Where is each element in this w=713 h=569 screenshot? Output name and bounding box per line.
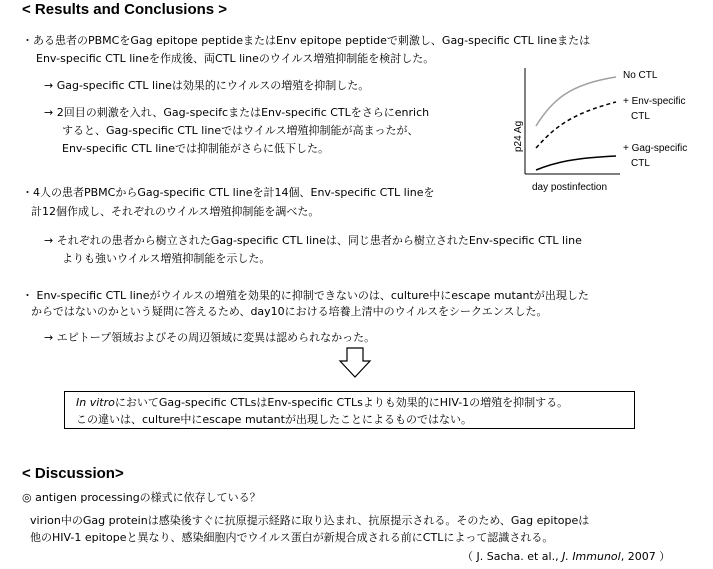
conclusion-line1 bbox=[76, 396, 568, 410]
viral-growth-chart bbox=[508, 64, 713, 198]
discussion-body2: 他のHIV-1 epitopeと異なり、感染細胞内でウイルス蛋白が新規合成される前にCTLによって認識される。 bbox=[30, 531, 554, 544]
x-axis-label: day postinfection bbox=[532, 182, 608, 193]
bullet3-line1: ・ Env-specific CTL lineがウイルスの増殖を効果的に抑制できないのは、culture中にescape mutantが出現した bbox=[22, 289, 589, 302]
results-heading: < Results and Conclusions > bbox=[22, 1, 228, 18]
conclusion-line2: この違いは、culture中にescape mutantが出現したことによるものではない。 bbox=[76, 413, 472, 426]
bullet3-line2: からではないのかという疑問に答えるため、day10における培養上清中のウイルスをシークエンスした。 bbox=[31, 305, 548, 318]
bullet1-arrow2-line1: → 2回目の刺激を入れ、Gag-specifcまたはEnv-specific CTLをさらにenrich bbox=[44, 106, 430, 119]
series-no-ctl bbox=[536, 77, 616, 126]
down-arrow-icon bbox=[338, 347, 372, 379]
citation-journal: J. Immunol bbox=[562, 550, 621, 563]
bullet3-arrow: → エピトープ領域およびその周辺領域に変異は認められなかった。 bbox=[44, 331, 376, 344]
bullet1-arrow1: → Gag-specific CTL lineは効果的にウイルスの増殖を抑制した。 bbox=[44, 79, 370, 92]
legend-gag-line2: CTL bbox=[631, 158, 650, 169]
citation-suffix: , 2007 ） bbox=[620, 550, 671, 563]
bullet2-line2: 計12個作成し、それぞれのウイルス増殖抑制能を調べた。 bbox=[31, 205, 320, 218]
legend-no-ctl: No CTL bbox=[623, 70, 658, 81]
discussion-question: ◎ antigen processingの様式に依存している？ bbox=[22, 491, 261, 504]
conclusion-line1-rest: においてGag-specific CTLsはEnv-specific CTLsよりも効果的にHIV-1の増殖を抑制する。 bbox=[114, 396, 569, 409]
discussion-body1: virion中のGag proteinは感染後すぐに抗原提示経路に取り込まれ、抗原提示される。そのため、Gag epitopeは bbox=[30, 514, 590, 527]
series-gag-specific bbox=[536, 156, 616, 170]
bullet1-line1: ・ある患者のPBMCをGag epitope peptideまたはEnv epitope peptideで刺激し、Gag-specific CTL lineまたは bbox=[22, 34, 591, 47]
bullet2-arrow-line2: よりも強いウイルス増殖抑制能を示した。 bbox=[62, 252, 271, 265]
bullet2-line1: ・4人の患者PBMCからGag-specific CTL lineを計14個、Env-specific CTL lineを bbox=[22, 186, 435, 199]
legend-gag-line1: + Gag-specific bbox=[623, 143, 688, 154]
legend-env-line2: CTL bbox=[631, 111, 650, 122]
conclusion-italic: In vitro bbox=[76, 396, 115, 409]
bullet1-arrow2-line2: すると、Gag-specific CTL lineではウイルス増殖抑制能が高まったが、 bbox=[62, 124, 419, 137]
bullet1-line2: Env-specific CTL lineを作成後、両CTL lineのウイルス増殖抑制能を検討した。 bbox=[36, 52, 435, 65]
bullet1-arrow2-line3: Env-specific CTL lineでは抑制能がさらに低下した。 bbox=[62, 142, 330, 155]
discussion-heading: < Discussion> bbox=[22, 465, 124, 482]
citation-prefix: （ J. Sacha. et al., bbox=[462, 550, 563, 563]
legend-env-line1: + Env-specific bbox=[623, 96, 686, 107]
bullet2-arrow-line1: → それぞれの患者から樹立されたGag-specific CTL lineは、同じ患者から樹立されたEnv-specific CTL line bbox=[44, 234, 582, 247]
citation bbox=[462, 550, 670, 564]
y-axis-label: p24 Ag bbox=[513, 120, 524, 152]
